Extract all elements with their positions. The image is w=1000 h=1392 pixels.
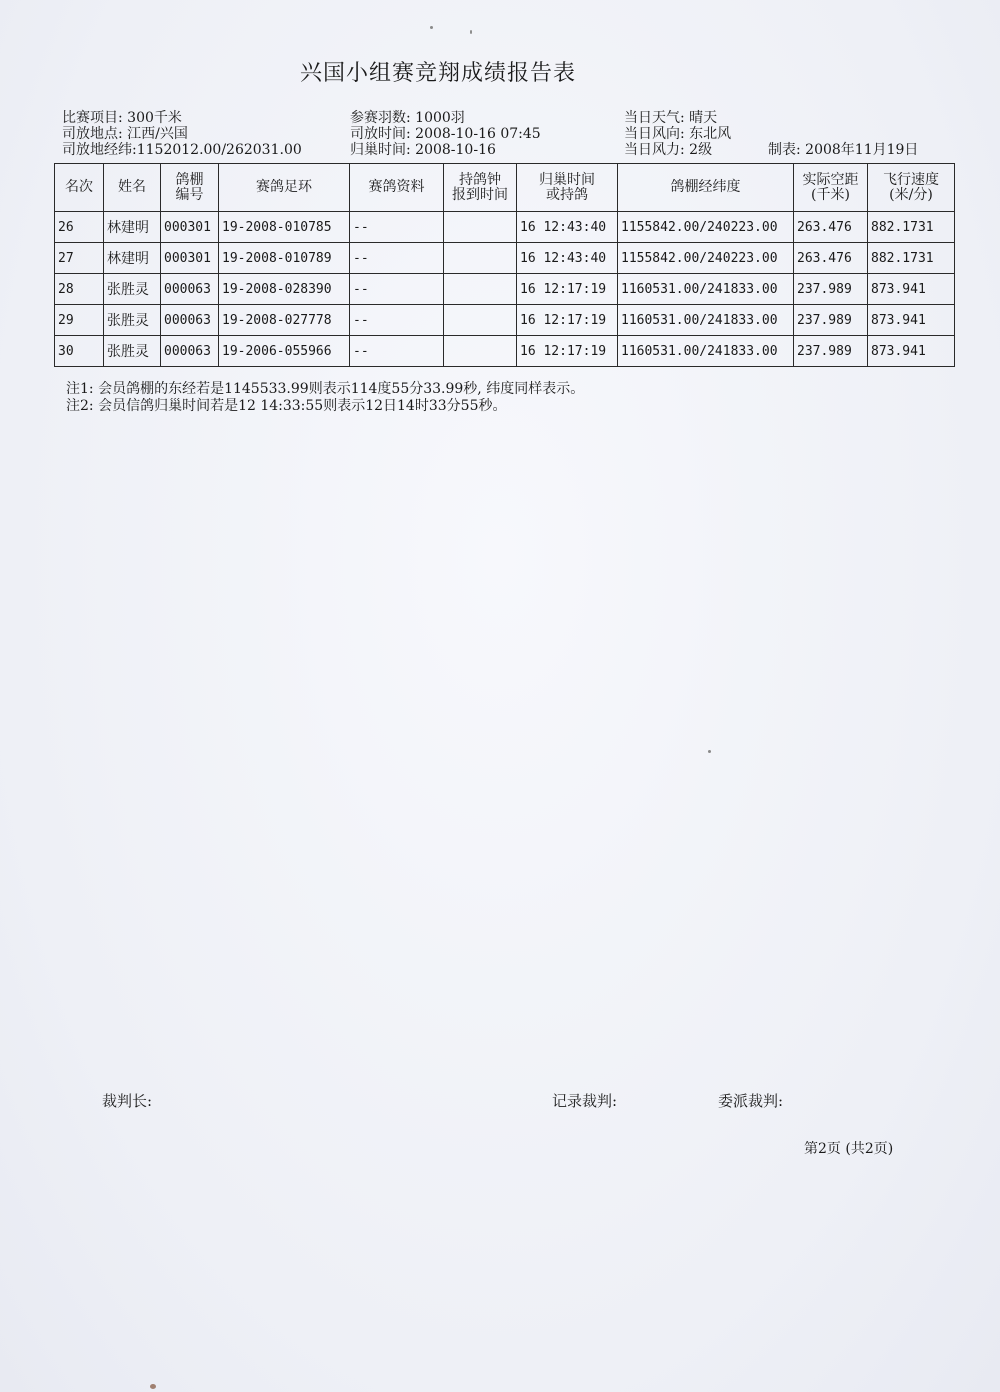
cell-name: 张胜灵 <box>104 274 161 305</box>
info-release-place: 司放地点: 江西/兴国 <box>62 126 188 142</box>
report-title: 兴国小组赛竞翔成绩报告表 <box>300 61 577 86</box>
cell-clock-time <box>444 305 517 336</box>
cell-name: 张胜灵 <box>104 305 161 336</box>
footnote-2: 注2: 会员信鸽归巢时间若是12 14:33:55则表示12日14时33分55秒。 <box>66 398 507 414</box>
cell-pigeon-info: -- <box>350 212 444 243</box>
cell-speed: 873.941 <box>868 274 955 305</box>
cell-loft-coords: 1155842.00/240223.00 <box>618 212 794 243</box>
cell-loft-coords: 1155842.00/240223.00 <box>618 243 794 274</box>
cell-name: 张胜灵 <box>104 336 161 367</box>
signature-chief-referee: 裁判长: <box>102 1092 153 1110</box>
cell-distance: 237.989 <box>794 305 868 336</box>
cell-return-time: 16 12:17:19 <box>517 305 618 336</box>
signature-recording-referee: 记录裁判: <box>552 1092 618 1110</box>
cell-clock-time <box>444 274 517 305</box>
scan-speck <box>430 26 433 29</box>
cell-loft-id: 000063 <box>161 336 219 367</box>
table-row <box>55 336 955 367</box>
cell-ring: 19-2008-010785 <box>219 212 350 243</box>
table-row <box>55 305 955 336</box>
cell-rank: 27 <box>55 243 104 274</box>
results-table <box>54 163 955 367</box>
header-rank: 名次 <box>55 164 104 212</box>
cell-loft-coords: 1160531.00/241833.00 <box>618 336 794 367</box>
cell-loft-id: 000063 <box>161 305 219 336</box>
header-loft-id: 鸽棚 编号 <box>161 164 219 212</box>
cell-loft-coords: 1160531.00/241833.00 <box>618 274 794 305</box>
footnotes <box>66 381 584 415</box>
info-release-coords: 司放地经纬:1152012.00/262031.00 <box>62 142 302 158</box>
cell-distance: 263.476 <box>794 212 868 243</box>
header-loft-coords: 鸽棚经纬度 <box>618 164 794 212</box>
cell-loft-id: 000063 <box>161 274 219 305</box>
cell-pigeon-info: -- <box>350 274 444 305</box>
cell-rank: 28 <box>55 274 104 305</box>
header-distance: 实际空距 (千米) <box>794 164 868 212</box>
cell-speed: 873.941 <box>868 336 955 367</box>
info-wind-force: 当日风力: 2级 <box>624 142 713 158</box>
cell-loft-id: 000301 <box>161 212 219 243</box>
info-made-date: 制表: 2008年11月19日 <box>768 142 919 158</box>
scan-speck <box>470 30 472 34</box>
header-clock-time: 持鸽钟 报到时间 <box>444 164 517 212</box>
table-header-row <box>55 164 955 212</box>
scan-speck <box>150 1384 156 1389</box>
header-pigeon-info: 赛鸽资料 <box>350 164 444 212</box>
cell-name: 林建明 <box>104 212 161 243</box>
cell-distance: 237.989 <box>794 274 868 305</box>
cell-loft-id: 000301 <box>161 243 219 274</box>
cell-ring: 19-2006-055966 <box>219 336 350 367</box>
signature-delegated-referee: 委派裁判: <box>718 1092 784 1110</box>
table-row <box>55 212 955 243</box>
footnote-1: 注1: 会员鸽棚的东经若是1145533.99则表示114度55分33.99秒, 纬度同样表示。 <box>66 381 585 397</box>
cell-pigeon-info: -- <box>350 243 444 274</box>
cell-clock-time <box>444 212 517 243</box>
cell-ring: 19-2008-028390 <box>219 274 350 305</box>
info-release-time: 司放时间: 2008-10-16 07:45 <box>350 126 541 142</box>
cell-clock-time <box>444 336 517 367</box>
scan-speck <box>708 750 711 753</box>
cell-pigeon-info: -- <box>350 336 444 367</box>
page-number: 第2页 (共2页) <box>804 1141 894 1157</box>
info-weather: 当日天气: 晴天 <box>624 110 718 126</box>
cell-rank: 29 <box>55 305 104 336</box>
table-row <box>55 243 955 274</box>
cell-rank: 30 <box>55 336 104 367</box>
cell-clock-time <box>444 243 517 274</box>
cell-rank: 26 <box>55 212 104 243</box>
info-return-time: 归巢时间: 2008-10-16 <box>350 142 496 158</box>
cell-loft-coords: 1160531.00/241833.00 <box>618 305 794 336</box>
cell-pigeon-info: -- <box>350 305 444 336</box>
header-return-time: 归巢时间 或持鸽 <box>517 164 618 212</box>
cell-speed: 882.1731 <box>868 243 955 274</box>
info-wind-direction: 当日风向: 东北风 <box>624 126 732 142</box>
cell-name: 林建明 <box>104 243 161 274</box>
cell-return-time: 16 12:43:40 <box>517 243 618 274</box>
header-speed: 飞行速度 (米/分) <box>868 164 955 212</box>
info-event: 比赛项目: 300千米 <box>62 110 182 126</box>
cell-return-time: 16 12:17:19 <box>517 274 618 305</box>
cell-speed: 882.1731 <box>868 212 955 243</box>
info-entries: 参赛羽数: 1000羽 <box>350 110 465 126</box>
cell-ring: 19-2008-027778 <box>219 305 350 336</box>
cell-distance: 237.989 <box>794 336 868 367</box>
cell-speed: 873.941 <box>868 305 955 336</box>
cell-return-time: 16 12:17:19 <box>517 336 618 367</box>
cell-distance: 263.476 <box>794 243 868 274</box>
cell-return-time: 16 12:43:40 <box>517 212 618 243</box>
table-row <box>55 274 955 305</box>
header-name: 姓名 <box>104 164 161 212</box>
cell-ring: 19-2008-010789 <box>219 243 350 274</box>
header-ring: 赛鸽足环 <box>219 164 350 212</box>
